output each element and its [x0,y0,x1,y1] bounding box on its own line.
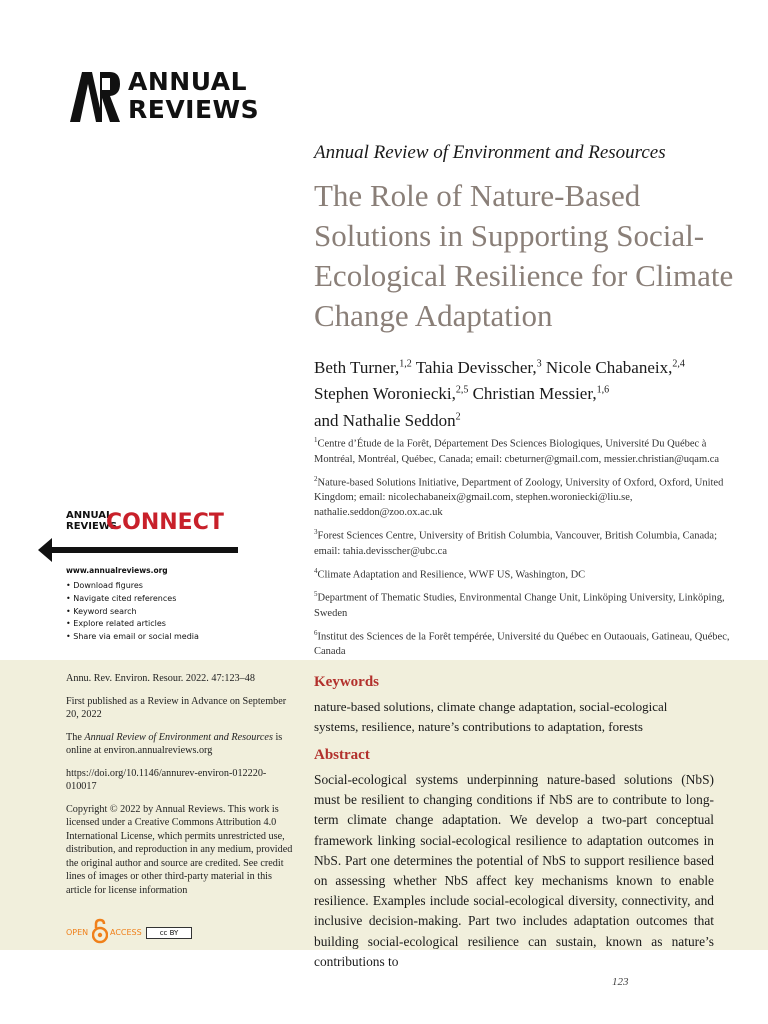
article-info-sidebar [66,672,296,906]
list-item: • Download figures [66,580,199,593]
affiliation: $^1$Centre d’Étude de la Forêt, Département Des Sciences Biologiques, Université Du Québec à Montréal, Montréal, Québec, Canada; email: cbeturner@gmail.com, messier.christian@uqam.ca [314,436,720,465]
keywords-text: nature-based solutions, climate change adaptation, social-ecological systems, resilience, nature’s contributions to adaptation, forests [314,699,668,734]
keywords-heading: Keywords [314,674,379,690]
logo-line1: ANNUAL [128,67,248,96]
open-access-badge [66,918,206,944]
access-label: ACCESS [110,928,142,937]
article-title: The Role of Nature-Based Solutions in Supporting Social-Ecological Resilience for Climate Change Adaptation [314,178,734,333]
author-list [314,352,734,432]
list-item: • Navigate cited references [66,593,199,606]
ar-logo-mark-icon [66,68,122,124]
list-item: • Share via email or social media [66,631,199,644]
author: and Nathalie Seddon$^2$ [314,410,461,430]
affiliation: $^5$Department of Thematic Studies, Environmental Change Unit, Linköping University, Linköping, Sweden [314,590,725,619]
abstract-heading: Abstract [314,747,370,763]
author: Beth Turner,$^{1,2}$ [314,357,412,377]
arrow-left-icon [38,536,238,564]
connect-url[interactable]: www.annualreviews.org [66,566,168,575]
citation: Annu. Rev. Environ. Resour. 2022. 47:123–48 [66,673,255,684]
affiliation: $^2$Nature-based Solutions Initiative, Department of Zoology, University of Oxford, Oxford, United Kingdom; email: nicolechabaneix@gmail.com, stephen.woroniecki@liu.se, nathalie.seddon@zoo.ox.ac.uk [314,474,724,518]
author: Stephen Woroniecki,$^{2,5}$ [314,384,469,404]
abstract-text: Social-ecological systems underpinning nature-based solutions (NbS) must be resilient to changing conditions if NbS are to contribute to long-term climate change adaptation. We develop a two-part conceptual framework linking social-ecological resilience to adaptation outcomes in NbS. Part one determines the potential of NbS to support resilience based on assessing whether NbS affect key mechanisms known to enable resilience. Examples include social-ecological diversity, connectivity, and inclusive decision-making. Part two includes adaptation outcomes that building social-ecological resilience can sustain, known as nature’s contributions to [314,772,714,969]
open-label: OPEN [66,928,89,937]
author: Nicole Chabaneix,$^{2,4}$ [545,357,685,377]
annual-reviews-logo [66,68,266,124]
copyright-notice: Copyright © 2022 by Annual Reviews. This work is licensed under a Creative Commons Attribution 4.0 International License, which permits unrestricted use, distribution, and reproduction in any medium, provided the original author and source are credited. See credit lines of images or other third-party material in this article for license information [66,803,293,896]
affiliation-list [314,433,734,664]
open-access-lock-icon [92,918,108,944]
annual-reviews-connect-box[interactable] [38,510,238,645]
logo-text [128,68,259,124]
list-item: • Keyword search [66,606,199,619]
author: Christian Messier,$^{1,6}$ [472,384,610,404]
list-item: • Explore related articles [66,618,199,631]
connect-title: CONNECT [106,510,224,535]
author: Tahia Devisscher,$^3$ [415,357,542,377]
affiliation: $^3$Forest Sciences Centre, University of British Columbia, Vancouver, British Columbia, Canada; email: tahia.devisscher@ubc.ca [314,528,717,557]
doi-link[interactable]: https://doi.org/10.1146/annurev-environ-012220-010017 [66,767,267,792]
abstract-section [314,674,714,972]
connect-small-text: ANNUAL REVIEWS [66,510,118,532]
cc-by-license-icon: cc BY [146,927,192,939]
page-number: 123 [612,976,629,988]
affiliation: $^6$Institut des Sciences de la Forêt tempérée, Université du Québec en Outaouais, Gatineau, Québec, Canada [314,628,730,657]
journal-name: Annual Review of Environment and Resources [314,142,666,163]
online-location: The Annual Review of Environment and Resources is online at environ.annualreviews.org [66,731,283,756]
logo-line2: REVIEWS [128,95,260,124]
affiliation: $^4$Climate Adaptation and Resilience, WWF US, Washington, DC [314,566,586,580]
publication-date: First published as a Review in Advance on September 20, 2022 [66,695,287,720]
connect-feature-list [66,580,199,644]
